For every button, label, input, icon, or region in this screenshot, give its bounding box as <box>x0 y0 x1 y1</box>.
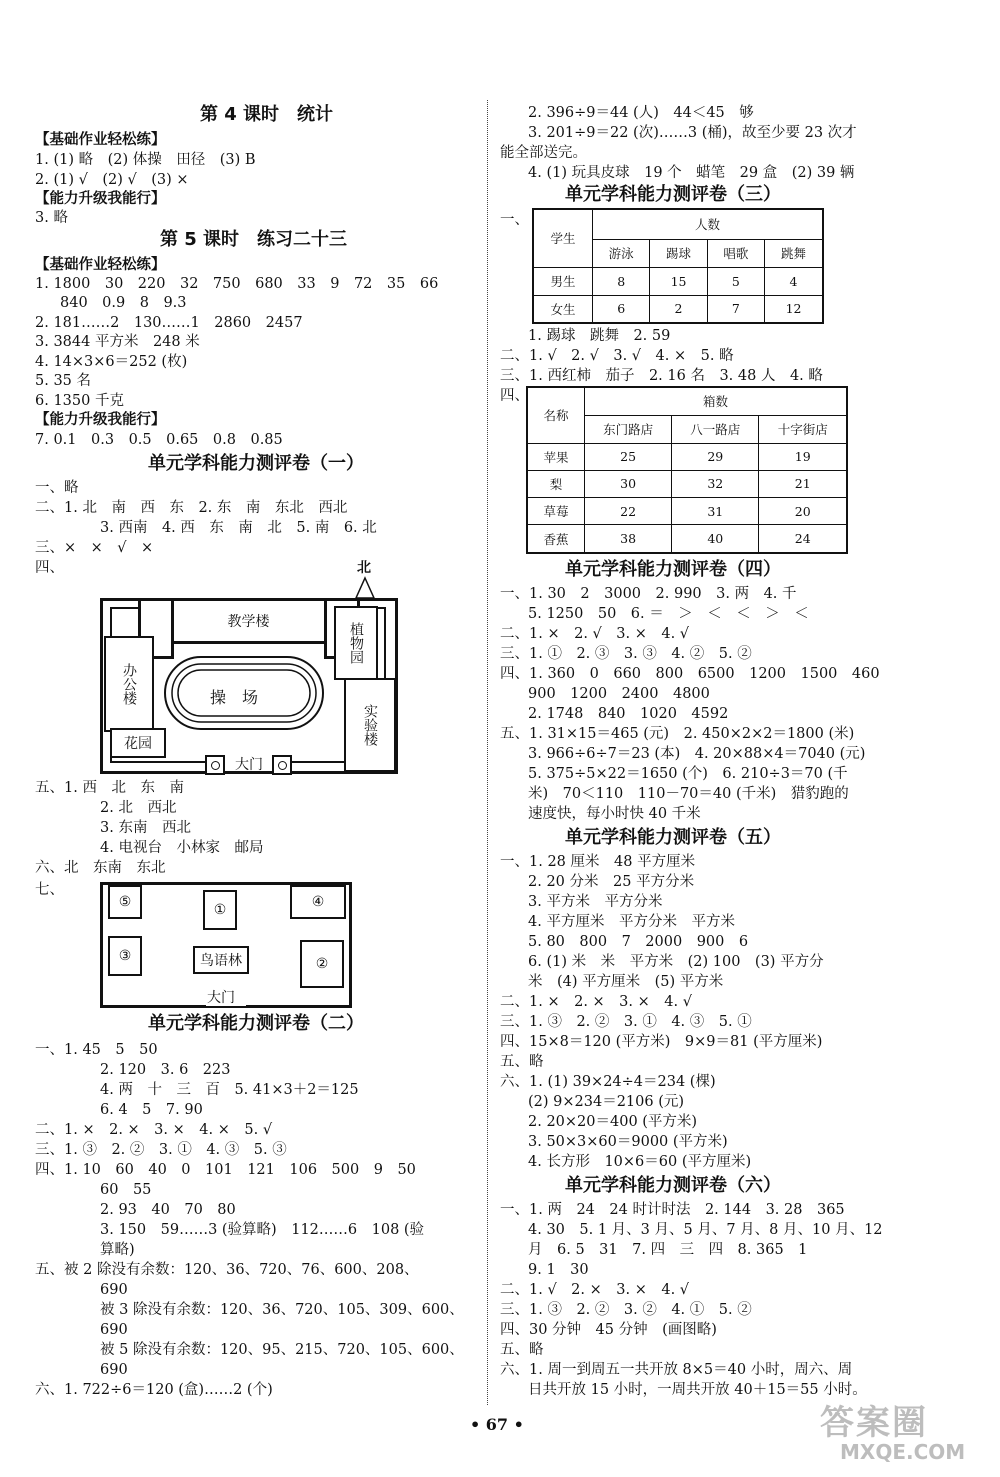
teaching-label: 教学楼 <box>227 614 270 630</box>
teaching-building <box>167 598 330 644</box>
gate-label: 大门 <box>235 757 263 773</box>
answer-line: 六、1. 722÷6＝120 (盒)……2 (个) <box>35 1382 273 1398</box>
gate-post-right <box>272 755 292 775</box>
bird-forest-label: 鸟语林 <box>200 953 242 969</box>
table-cell: 2 <box>650 295 707 323</box>
answer-line: 能全部送完。 <box>500 145 587 161</box>
table-cell: 5 <box>707 267 764 295</box>
answer-line: 840 0.9 8 9.3 <box>60 295 187 311</box>
north-arrow-icon <box>354 576 376 600</box>
answer-line: 二、1. × 2. √ 3. × 4. √ <box>500 626 690 642</box>
answer-line: 9. 1 30 <box>528 1262 589 1278</box>
table-cell: 香蕉 <box>527 525 585 553</box>
zone-4 <box>290 885 346 919</box>
table-cell: 40 <box>672 525 759 553</box>
student-table <box>532 208 824 324</box>
answer-line: 5. 35 名 <box>35 373 92 389</box>
answer-line: 1. 踢球 跳舞 2. 59 <box>528 328 671 344</box>
answer-line: 二、1. 北 南 西 东 2. 东 南 东北 西北 <box>35 500 348 516</box>
office-building <box>104 636 154 732</box>
table-cell: 梨 <box>527 470 585 497</box>
table-header: 八一路店 <box>672 415 759 443</box>
zone-2-label: ② <box>315 956 329 972</box>
table-cell: 19 <box>759 443 847 470</box>
answer-line: 二、1. × 2. × 3. × 4. × 5. √ <box>35 1122 273 1138</box>
answer-line: 690 <box>100 1362 128 1378</box>
zone-3 <box>108 936 142 976</box>
answer-line: 4. 电视台 小林家 邮局 <box>100 840 264 856</box>
answer-line: 3. 50×3×60＝9000 (平方米) <box>528 1134 728 1150</box>
table-cell: 31 <box>672 498 759 525</box>
lesson4-title: 第 4 课时 统计 <box>200 104 334 125</box>
answer-line: 二、1. √ 2. √ 3. √ 4. × 5. 略 <box>500 348 734 364</box>
answer-line: 二、1. √ 2. × 3. × 4. √ <box>500 1282 690 1298</box>
answer-line: 速度快，每小时快 40 千米 <box>528 806 701 822</box>
table-cell: 8 <box>593 267 650 295</box>
bird-forest <box>193 946 249 974</box>
answer-line: 1. (1) 略 (2) 体操 田径 (3) B <box>35 152 256 168</box>
answer-line: 三、1. ③ 2. ② 3. ② 4. ① 5. ② <box>500 1302 752 1318</box>
table-cell: 女生 <box>533 295 593 323</box>
answer-line: 2. 1748 840 1020 4592 <box>528 706 729 722</box>
table-row <box>533 295 823 323</box>
answer-line: 690 <box>100 1322 128 1338</box>
answer-line: 4. 30 5. 1 月、3 月、5 月、7 月、8 月、10 月、12 <box>528 1222 883 1238</box>
answer-line: 3. 略 <box>35 210 68 226</box>
ability-label: 【能力升级我能行】 <box>35 412 166 428</box>
table-row <box>527 525 847 553</box>
answer-line: 3. 平方米 平方分米 <box>528 894 663 910</box>
table-header: 箱数 <box>585 387 848 415</box>
answer-line: 2. 20×20＝400 (平方米) <box>528 1114 698 1130</box>
answer-line: 6. 4 5 7. 90 <box>100 1102 203 1118</box>
basic-label: 【基础作业轻松练】 <box>35 132 166 148</box>
answer-line: 3. 西南 4. 西 东 南 北 5. 南 6. 北 <box>100 520 377 536</box>
north-label: 北 <box>357 560 371 576</box>
column-divider <box>487 100 488 1405</box>
answer-line: 2. 181……2 130……1 2860 2457 <box>35 315 303 331</box>
table-cell: 30 <box>585 470 672 497</box>
answer-line: 690 <box>100 1282 128 1298</box>
answer-line: 6. 1350 千克 <box>35 393 124 409</box>
zone-5 <box>108 885 142 919</box>
answer-line: 4. (1) 玩具皮球 19 个 蜡笔 29 盒 (2) 39 辆 <box>528 165 855 181</box>
table-header: 名称 <box>527 387 585 443</box>
answer-line: 日共开放 15 小时，一周共开放 40＋15＝55 小时。 <box>528 1382 867 1398</box>
answer-line: 四、30 分钟 45 分钟 (画图略) <box>500 1322 717 1338</box>
table-header: 游泳 <box>593 239 650 267</box>
answer-line: 2. 20 分米 25 平方分米 <box>528 874 695 890</box>
answer-line: 六、1. (1) 39×24÷4＝234 (棵) <box>500 1074 716 1090</box>
answer-line: 三、× × √ × <box>35 540 154 556</box>
table-header: 人数 <box>593 209 824 239</box>
answer-line: 六、北 东南 东北 <box>35 860 166 876</box>
table-cell: 6 <box>593 295 650 323</box>
table-header: 十字街店 <box>759 415 847 443</box>
table-row <box>527 443 847 470</box>
answer-line: 一、1. 30 2 3000 2. 990 3. 两 4. 千 <box>500 586 797 602</box>
table-cell: 29 <box>672 443 759 470</box>
lab-building <box>344 678 396 772</box>
answer-line: 一、1. 28 厘米 48 平方厘米 <box>500 854 696 870</box>
answer-line: 四、 <box>35 560 64 576</box>
answer-line: 七、 <box>35 882 64 898</box>
watermark-logo: 答案圈 <box>820 1403 928 1443</box>
unit5-title: 单元学科能力测评卷（五） <box>565 827 781 848</box>
table-cell: 25 <box>585 443 672 470</box>
garden-label: 花园 <box>124 736 152 752</box>
answer-line: 1. 1800 30 220 32 750 680 33 9 72 35 66 <box>35 276 439 292</box>
table-cell: 22 <box>585 498 672 525</box>
answer-line: 二、1. × 2. × 3. × 4. √ <box>500 994 692 1010</box>
answer-line: 五、略 <box>500 1054 544 1070</box>
watermark-url: MXQE.COM <box>840 1440 966 1464</box>
table-cell: 21 <box>759 470 847 497</box>
table-cell: 4 <box>765 267 823 295</box>
answer-line: 六、1. 周一到周五一共开放 8×5＝40 小时，周六、周 <box>500 1362 853 1378</box>
basic-label: 【基础作业轻松练】 <box>35 257 166 273</box>
zone-2 <box>300 940 344 988</box>
office-label: 办公楼 <box>121 663 137 705</box>
table-cell: 草莓 <box>527 498 585 525</box>
answer-line: 五、1. 西 北 东 南 <box>35 780 184 796</box>
unit4-title: 单元学科能力测评卷（四） <box>565 559 781 580</box>
garden-box <box>110 728 166 758</box>
answer-line: 3. 3844 平方米 248 米 <box>35 334 200 350</box>
unit3-title: 单元学科能力测评卷（三） <box>565 184 781 205</box>
table-cell: 15 <box>650 267 707 295</box>
answer-line: 月 6. 5 31 7. 四 三 四 8. 365 1 <box>528 1242 808 1258</box>
answer-line: 五、1. 31×15＝465 (元) 2. 450×2×2＝1800 (米) <box>500 726 855 742</box>
answer-line: 60 55 <box>100 1182 152 1198</box>
lesson5-title: 第 5 课时 练习二十三 <box>160 229 348 250</box>
answer-line: 三、1. ③ 2. ② 3. ① 4. ③ 5. ③ <box>35 1142 287 1158</box>
answer-line: 被 5 除没有余数：120、95、215、720、105、600、 <box>100 1342 464 1358</box>
answer-line: 一、1. 两 24 24 时计时法 2. 144 3. 28 365 <box>500 1202 845 1218</box>
unit1-title: 单元学科能力测评卷（一） <box>148 453 364 474</box>
ability-label: 【能力升级我能行】 <box>35 191 166 207</box>
table-cell: 苹果 <box>527 443 585 470</box>
answer-line: 7. 0.1 0.3 0.5 0.65 0.8 0.85 <box>35 432 283 448</box>
table-row <box>533 267 823 295</box>
table-header: 踢球 <box>650 239 707 267</box>
answer-line: 4. 长方形 10×6＝60 (平方厘米) <box>528 1154 752 1170</box>
answer-line: 算略) <box>100 1242 135 1258</box>
zoo-gate-label: 大门 <box>207 990 235 1006</box>
answer-line: 2. 93 40 70 80 <box>100 1202 236 1218</box>
table-cell: 20 <box>759 498 847 525</box>
answer-line: 2. 120 3. 6 223 <box>100 1062 231 1078</box>
answer-line: 四、1. 10 60 40 0 101 121 106 500 9 50 <box>35 1162 416 1178</box>
table-header: 东门路店 <box>585 415 672 443</box>
answer-line: 五、略 <box>500 1342 544 1358</box>
zone-3-label: ③ <box>118 948 132 964</box>
answer-line: 四、 <box>500 388 529 404</box>
answer-line: 5. 375÷5×22＝1650 (个) 6. 210÷3＝70 (千 <box>528 766 848 782</box>
answer-line: 一、略 <box>35 480 79 496</box>
answer-line: 4. 14×3×6＝252 (枚) <box>35 354 188 370</box>
lab-label: 实验楼 <box>362 704 378 746</box>
answer-line: 3. 201÷9＝22 (次)……3 (桶)，故至少要 23 次才 <box>528 125 857 141</box>
page-number: • 67 • <box>470 1415 524 1434</box>
answer-line: 3. 东南 西北 <box>100 820 191 836</box>
table-header: 学生 <box>533 209 593 267</box>
table-cell: 男生 <box>533 267 593 295</box>
table-row <box>527 470 847 497</box>
zone-1-label: ① <box>213 902 227 918</box>
answer-line: 四、15×8＝120 (平方米) 9×9＝81 (平方厘米) <box>500 1034 823 1050</box>
plant-garden <box>334 606 378 680</box>
table-cell: 12 <box>765 295 823 323</box>
gate-post-left <box>205 755 225 775</box>
plant-label: 植物园 <box>348 622 364 664</box>
zone-4-label: ④ <box>311 894 325 910</box>
answer-line: 米 (4) 平方厘米 (5) 平方米 <box>528 974 724 990</box>
answer-line: 米) 70＜110 110－70＝40 (千米) 猎豹跑的 <box>528 786 849 802</box>
answer-line: 3. 966÷6÷7＝23 (本) 4. 20×88×4＝7040 (元) <box>528 746 866 762</box>
zone-5-label: ⑤ <box>118 894 132 910</box>
answer-line: (2) 9×234＝2106 (元) <box>528 1094 685 1110</box>
answer-line: 5. 1250 50 6. ＝ ＞ ＜ ＜ ＞ ＜ <box>528 606 809 622</box>
answer-line: 四、1. 360 0 660 800 6500 1200 1500 460 <box>500 666 880 682</box>
answer-line: 三、1. 西红柿 茄子 2. 16 名 3. 48 人 4. 略 <box>500 368 823 384</box>
answer-line: 三、1. ① 2. ③ 3. ③ 4. ② 5. ② <box>500 646 752 662</box>
answer-line: 五、被 2 除没有余数：120、36、720、76、600、208、 <box>35 1262 419 1278</box>
field-label: 操 场 <box>210 688 259 707</box>
table-cell: 32 <box>672 470 759 497</box>
answer-line: 2. 396÷9＝44 (人) 44＜45 够 <box>528 105 754 121</box>
table-header: 唱歌 <box>707 239 764 267</box>
table-header: 跳舞 <box>765 239 823 267</box>
unit2-title: 单元学科能力测评卷（二） <box>148 1013 364 1034</box>
answer-line: 三、1. ③ 2. ② 3. ① 4. ③ 5. ① <box>500 1014 752 1030</box>
answer-line: 900 1200 2400 4800 <box>528 686 710 702</box>
answer-line: 2. (1) √ (2) √ (3) × <box>35 172 189 188</box>
answer-line: 一、 <box>500 212 529 228</box>
table-row <box>527 498 847 525</box>
fruit-table <box>526 386 848 554</box>
answer-line: 一、1. 45 5 50 <box>35 1042 158 1058</box>
table-cell: 24 <box>759 525 847 553</box>
answer-line: 被 3 除没有余数：120、36、720、105、309、600、 <box>100 1302 464 1318</box>
zone-1 <box>203 890 237 930</box>
table-cell: 38 <box>585 525 672 553</box>
unit6-title: 单元学科能力测评卷（六） <box>565 1175 781 1196</box>
answer-line: 4. 两 十 三 百 5. 41×3＋2＝125 <box>100 1082 359 1098</box>
answer-line: 6. (1) 米 米 平方米 (2) 100 (3) 平方分 <box>528 954 824 970</box>
answer-line: 3. 150 59……3 (验算略) 112……6 108 (验 <box>100 1222 425 1238</box>
answer-line: 2. 北 西北 <box>100 800 177 816</box>
answer-line: 4. 平方厘米 平方分米 平方米 <box>528 914 735 930</box>
table-cell: 7 <box>707 295 764 323</box>
answer-line: 5. 80 800 7 2000 900 6 <box>528 934 749 950</box>
